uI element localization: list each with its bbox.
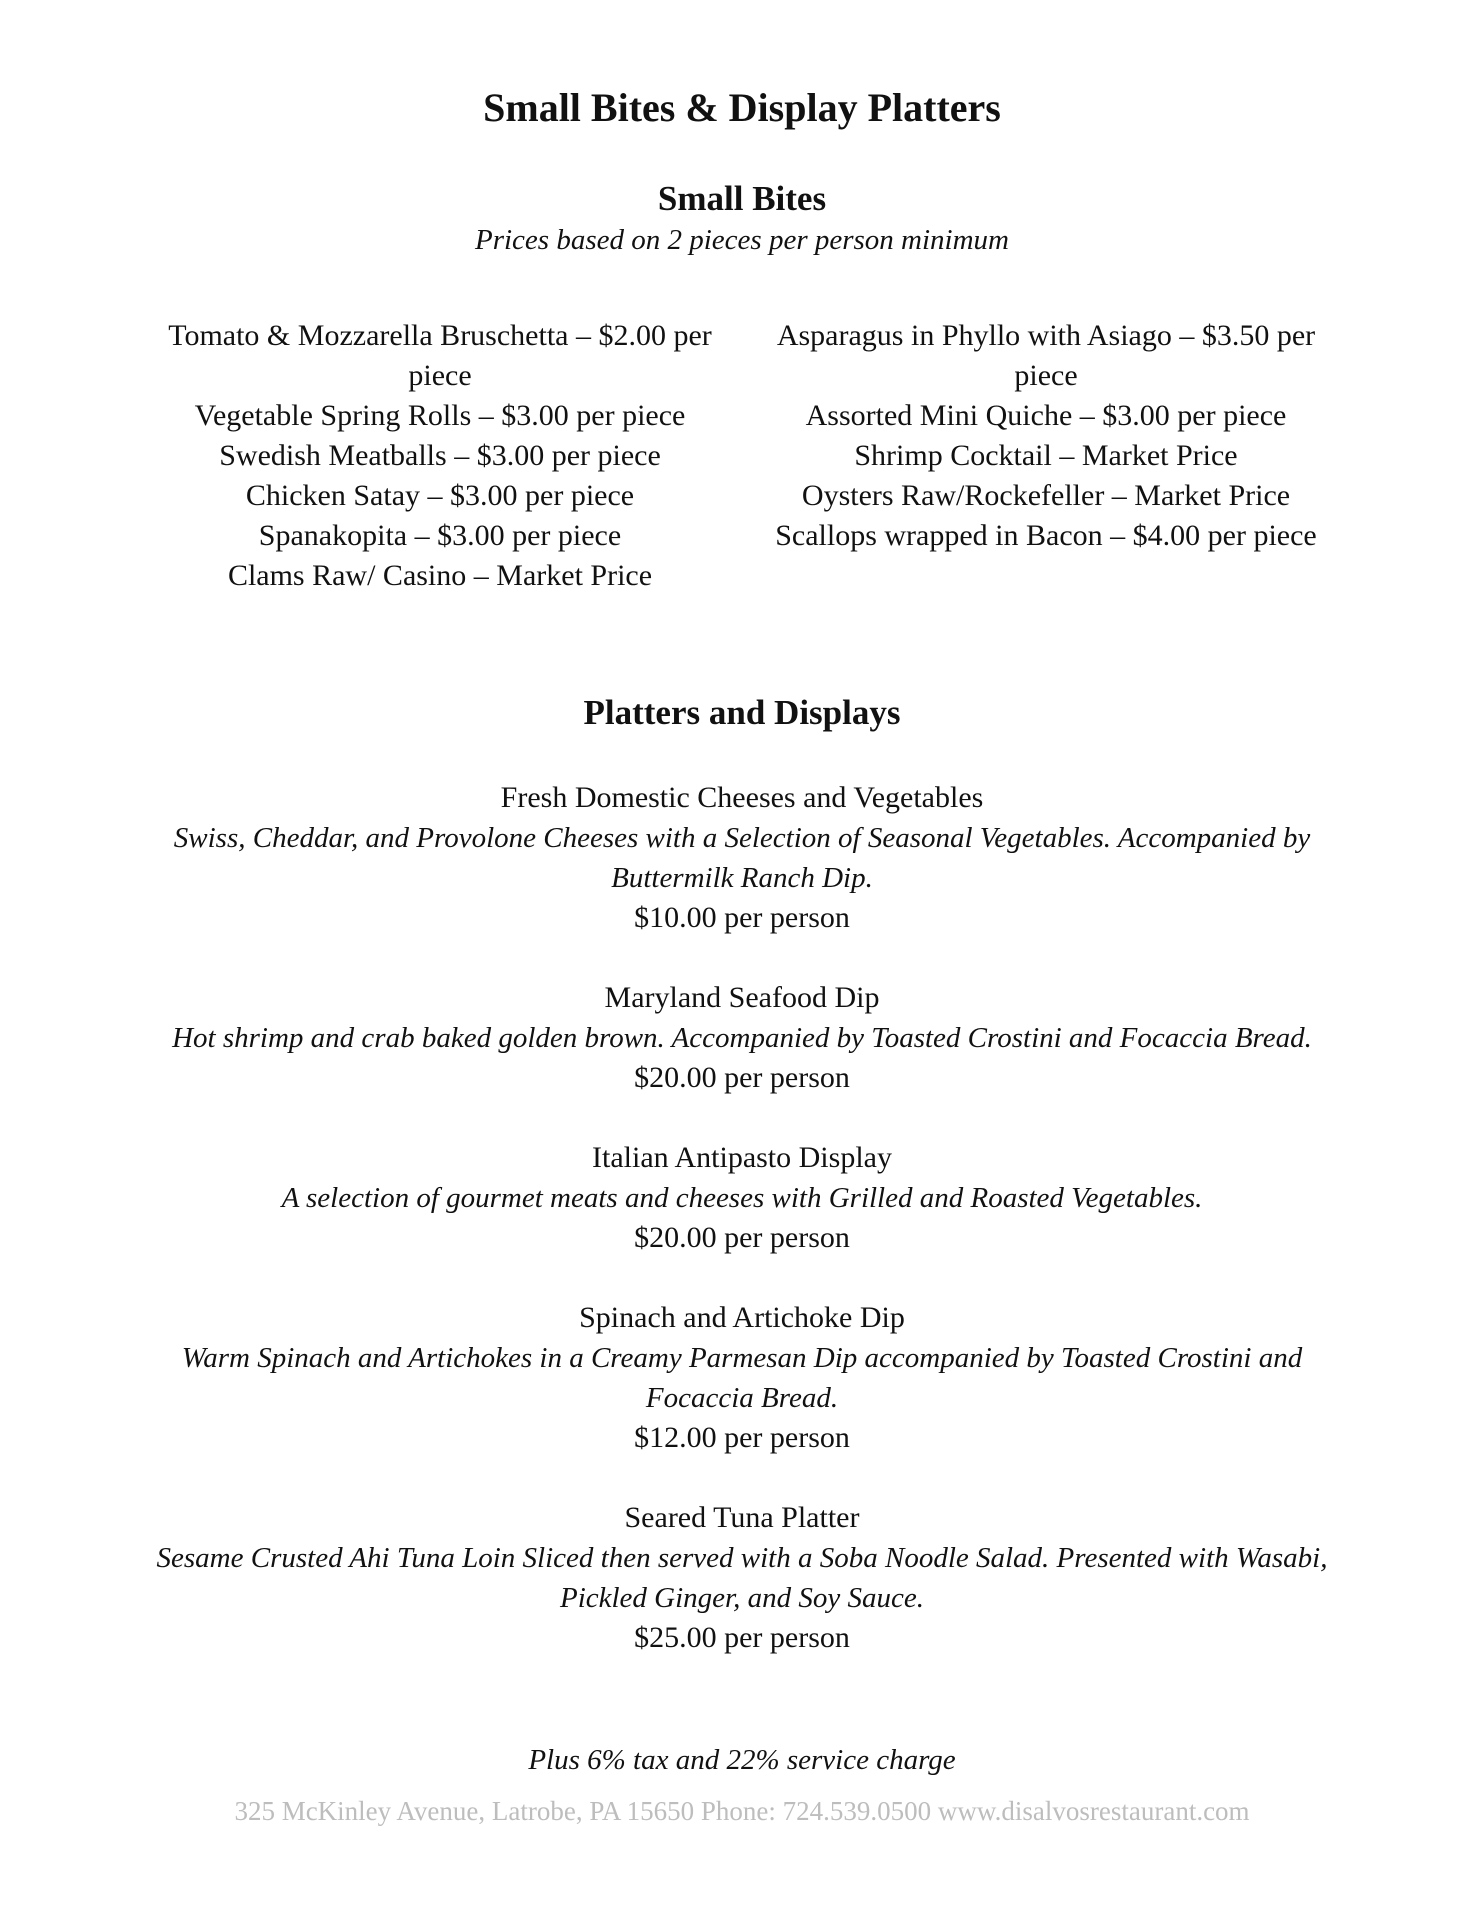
page-title: Small Bites & Display Platters bbox=[483, 85, 1001, 130]
platter-description: A selection of gourmet meats and cheeses with Grilled and Roasted Vegetables. bbox=[281, 1182, 1203, 1214]
platter-name: Italian Antipasto Display bbox=[592, 1141, 892, 1174]
footer-contact: 325 McKinley Avenue, Latrobe, PA 15650 Phone: 724.539.0500 www.disalvosrestaurant.com bbox=[234, 1796, 1250, 1826]
list-item: Clams Raw/ Casino – Market Price bbox=[227, 559, 653, 592]
platter-description: Sesame Crusted Ahi Tuna Loin Sliced then served with a Soba Noodle Salad. Presented with Wasabi, Pickled Ginger, and Soy Sauce. bbox=[156, 1542, 1328, 1614]
list-item: Oysters Raw/Rockefeller – Market Price bbox=[801, 479, 1291, 512]
platter-item bbox=[140, 978, 1344, 1098]
list-item: Scallops wrapped in Bacon – $4.00 per piece bbox=[775, 519, 1317, 552]
platter-item bbox=[140, 1498, 1344, 1658]
platter-item bbox=[140, 1298, 1344, 1458]
list-item: Spanakopita – $3.00 per piece bbox=[258, 519, 622, 552]
small-bites-right-column bbox=[756, 316, 1336, 556]
platter-name: Fresh Domestic Cheeses and Vegetables bbox=[500, 781, 984, 814]
platters-list bbox=[140, 778, 1344, 1698]
platter-price: $20.00 per person bbox=[634, 1061, 850, 1094]
platter-name: Spinach and Artichoke Dip bbox=[579, 1301, 905, 1334]
list-item: Chicken Satay – $3.00 per piece bbox=[245, 479, 635, 512]
small-bites-subtitle: Prices based on 2 pieces per person minimum bbox=[475, 224, 1009, 256]
platter-price: $25.00 per person bbox=[634, 1621, 850, 1654]
list-item: Asparagus in Phyllo with Asiago – $3.50 per piece bbox=[776, 319, 1316, 392]
platter-description: Hot shrimp and crab baked golden brown. Accompanied by Toasted Crostini and Focaccia Bread. bbox=[172, 1022, 1312, 1054]
list-item: Shrimp Cocktail – Market Price bbox=[854, 439, 1238, 472]
platter-name: Seared Tuna Platter bbox=[624, 1501, 860, 1534]
small-bites-left-column bbox=[150, 316, 730, 596]
tax-note: Plus 6% tax and 22% service charge bbox=[528, 1744, 956, 1776]
list-item: Tomato & Mozzarella Bruschetta – $2.00 per piece bbox=[168, 319, 712, 392]
platter-item bbox=[140, 778, 1344, 938]
small-bites-heading: Small Bites bbox=[657, 179, 827, 218]
list-item: Assorted Mini Quiche – $3.00 per piece bbox=[805, 399, 1287, 432]
platter-item bbox=[140, 1138, 1344, 1258]
platter-name: Maryland Seafood Dip bbox=[604, 981, 880, 1014]
platter-price: $12.00 per person bbox=[634, 1421, 850, 1454]
platters-heading: Platters and Displays bbox=[583, 693, 901, 732]
list-item: Swedish Meatballs – $3.00 per piece bbox=[219, 439, 661, 472]
platter-price: $10.00 per person bbox=[634, 901, 850, 934]
platter-price: $20.00 per person bbox=[634, 1221, 850, 1254]
platter-description: Swiss, Cheddar, and Provolone Cheeses with a Selection of Seasonal Vegetables. Accompanied by Buttermilk Ranch Dip. bbox=[173, 822, 1311, 894]
platter-description: Warm Spinach and Artichokes in a Creamy Parmesan Dip accompanied by Toasted Crostini and Focaccia Bread. bbox=[181, 1342, 1303, 1414]
list-item: Vegetable Spring Rolls – $3.00 per piece bbox=[194, 399, 686, 432]
